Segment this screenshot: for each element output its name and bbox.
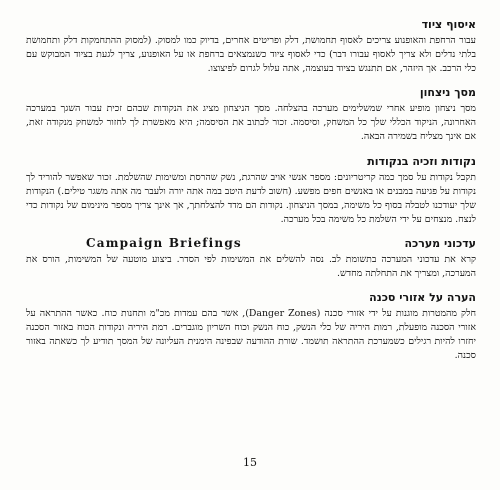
heading-english-text: Campaign Briefings (86, 235, 242, 250)
section-victory-screen (26, 86, 476, 144)
section-body: מסך ניצחון מופיע אחרי שמשלימים מערכה בהצלחה. מסך הניצחון מציג את הנקודות שבהם זכית עבור השגך במערכה האחרונה, הניקוד הכללי שלך כל המשחק, וסיסמה. זכור לכתוב את הסיסמה; היא מאפשרת לך לחזור למשחק מנקודה זאת, אם אינך מצליח בשמירה הבאה. (26, 103, 476, 143)
section-heading (26, 236, 476, 251)
heading-text: הערה על אזורי סכנה (369, 291, 476, 305)
heading-text: נקודות וזכיה בנקודות (367, 154, 476, 168)
section-campaign-briefings (26, 236, 476, 281)
section-equipment-collection (26, 18, 476, 76)
section-heading (26, 291, 476, 305)
section-body: קרא את עדכוני המערכה בתשומת לב. נסה להשלים את המשימות לפי הסדר. ביצוע מוטעה של המשימות, הורס את המערכה, ומצריך את התחלתה מחדש. (26, 253, 476, 280)
section-heading (26, 18, 476, 32)
heading-text: עדכוני מערכה (404, 236, 476, 250)
section-body: חלק מהמטרות מוגנות על ידי אזורי סכנה (Danger Zones), אשר בהם עמדות מכ"מ ותחנות כוח. כאשר ההתראה על אזורי הסכנה מופעלת, רמות היריה של כלי הנשק, כוח הנשק וכוח השריון מוגברים. רמת היריה ונקודות הכוח באזור הסכנה יחזרו להיות רגילים כשמערכת ההתראה תושמד. שורת ההודעה שבפינה הימנית העליונה של המסך תודיע לך כשאתה באזור סכנה. (26, 308, 476, 362)
heading-text: איסוף ציוד (421, 18, 476, 31)
page-number: 15 (243, 456, 257, 469)
section-body: עבור הרחפת והאופנוע צריכים לאסוף תחמושת, דלק ופריטים אחרים, בדיוק כמו למסוק. (למסוק ההתחמקות דלק ותחמושת בלתי נדלים ולא צריך לאסוף עבורו דבר) כדי לאסוף ציוד כשנמצאים ברחפת או על האופנוע, צריך לגעת בציוד המבוקש עם כלי הרכב. אך היזהר, אם תתנגש בציוד בעוצמה, אתה עלול לגרום לפיצוצו. (26, 35, 476, 75)
section-danger-zones (26, 291, 476, 363)
manual-page (26, 10, 476, 364)
section-points-scoring (26, 155, 476, 227)
section-heading (26, 155, 476, 169)
section-heading (26, 86, 476, 100)
section-body: תקבל נקודות על סמך כמה קריטריונים: מספר אנשי אויב שהרגת, נשק שהרסת ומשימות שהשלמת. זכור שאפשר להוריד לך נקודות על פגיעה במבנים או באנשים חפים מפשע. (חשוב לדעת היטב במה אתה יורה ולעבר מה אתה משגר טילים.) הנקודות שלך יעודכנו לטבלה בסוף כל משימה, במסך הניצחון. נקודות הם מדד להצלחתך, אך אינך צריך מספר מינימום של נקודות כדי לנצח. מנצחים על ידי השלמת כל משימה בכל מערכה. (26, 171, 476, 225)
heading-text: מסך ניצחון (419, 86, 476, 100)
